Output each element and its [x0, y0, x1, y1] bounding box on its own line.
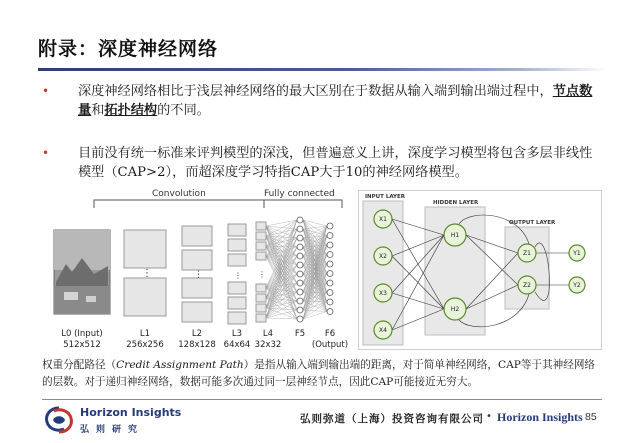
f5-neuron [297, 280, 303, 286]
swirl-logo-icon [42, 405, 76, 435]
layer-f6-size: (Output) [311, 340, 348, 350]
layer-l1-name: L1 [139, 329, 151, 339]
ellipsis-l1: ⋮ [142, 268, 152, 279]
output-node [518, 244, 536, 262]
input-node-label: X3 [379, 290, 387, 298]
f6-neuron [327, 299, 333, 305]
fc-connection [266, 226, 297, 229]
company-logo [42, 405, 182, 437]
caption-suffix: ）是指从输入端到输出端的距离，对于简单神经网络，CAP等于其神经网络的层数。对于递归神经网络，数据可能多次通过同一层神经节点，因此CAP可能接近无穷大。 [42, 359, 596, 388]
slide-title: 附录：深度神经网络 [38, 38, 219, 60]
layer-f6-name: F6 [324, 329, 336, 339]
hidden-node-label: H2 [450, 306, 460, 314]
input-node-label: X4 [379, 327, 387, 335]
input-node-label: X1 [379, 216, 387, 224]
fully-connected-label: Fully connected [264, 189, 335, 199]
f5-neuron [297, 262, 303, 268]
layer-f5-name: F5 [294, 329, 306, 339]
highlight-topology: 拓扑结构 [104, 103, 158, 118]
layer-l2-name: L2 [191, 329, 203, 339]
input-node [374, 284, 392, 302]
layer-l4-size: 32x32 [254, 340, 282, 350]
hidden-node-label: H1 [450, 232, 460, 240]
layer-l0-size: 512x512 [63, 340, 101, 350]
footer-separator: • [486, 411, 492, 422]
bullet-item-1 [42, 82, 602, 124]
highlight-node-count: 节点数量 [78, 84, 593, 118]
f6-neuron [327, 242, 333, 248]
ellipsis-l3: ⋮ [234, 271, 242, 280]
ellipsis-l2: ⋮ [194, 270, 203, 280]
layer-l2-size: 128x128 [178, 340, 216, 350]
caption-prefix: 权重分配路径（ [42, 359, 117, 371]
output-layer-label: OUTPUT LAYER [509, 220, 556, 226]
bullet-text-1 [78, 82, 598, 120]
layer-l3-size: 64x64 [223, 340, 251, 350]
result-node [569, 245, 585, 261]
convolution-label: Convolution [152, 189, 206, 199]
input-node [374, 247, 392, 265]
f5-neuron [297, 289, 303, 295]
f5-neuron [297, 253, 303, 259]
f6-neuron [327, 233, 333, 239]
input-image [54, 230, 110, 314]
fc-connections [266, 220, 327, 319]
bullet-marker: • [42, 84, 50, 98]
fc-connection [266, 318, 297, 319]
fc-connection [266, 220, 297, 226]
f5-neuron [297, 226, 303, 232]
cnn-architecture-figure [42, 186, 348, 352]
page-number: 85 [585, 411, 597, 423]
layer-l3-name: L3 [231, 329, 243, 339]
f5-neuron [297, 307, 303, 313]
neural-network-figure [358, 190, 602, 350]
hidden-layer-label: HIDDEN LAYER [433, 200, 479, 206]
f6-neuron [327, 271, 333, 277]
layer-l4-name: L4 [262, 329, 274, 339]
ellipsis-l4: ⋮ [258, 270, 266, 279]
f6-neuron [327, 290, 333, 296]
f5-neuron [297, 244, 303, 250]
input-layer-label: INPUT LAYER [365, 194, 406, 200]
input-node [374, 210, 392, 228]
bullet-1-part-3: 和 [91, 103, 105, 118]
input-node [374, 321, 392, 339]
input-node-label: X2 [379, 253, 387, 261]
caption-italic-term: Credit Assignment Path [116, 359, 244, 371]
hidden-node [444, 224, 466, 246]
footer-brand: Horizon Insights [497, 410, 583, 424]
bullet-1-part-5: 的不同。 [157, 103, 210, 118]
logo-name: Horizon Insights [80, 406, 182, 419]
f6-neuron [327, 309, 333, 315]
bullet-1-part-1: 深度神经网络相比于浅层神经网络的最大区别在于数据从输入端到输出端过程中， [78, 84, 553, 99]
f5-neuron [297, 235, 303, 241]
output-node [518, 276, 536, 294]
f5-neuron [297, 316, 303, 322]
result-node-label: Y2 [573, 282, 581, 290]
bullet-marker: • [42, 146, 50, 160]
f6-neuron [327, 280, 333, 286]
bullet-text-2: 目前没有统一标准来评判模型的深浅，但普遍意义上讲，深度学习模型将包含多层非线性模型（CAP>2），而超深度学习特指CAP大于10的神经网络模型。 [78, 146, 593, 180]
f5-neuron [297, 217, 303, 223]
footer-rule [42, 399, 602, 400]
result-node-label: Y1 [573, 250, 581, 258]
footer-company: 弘则弥道（上海）投资咨询有限公司 [300, 413, 484, 425]
title-rule [38, 68, 608, 71]
layer-l1-size: 256x256 [126, 340, 164, 350]
f5-neuron [297, 298, 303, 304]
bullet-item-2 [42, 144, 602, 186]
cap-caption [42, 357, 602, 391]
logo-chinese-name: 弘则研究 [80, 425, 145, 435]
f6-neuron [327, 261, 333, 267]
fc-connection [266, 226, 297, 247]
output-node-label: Z1 [523, 250, 531, 258]
fully-connected-bracket [264, 200, 342, 208]
hidden-node [444, 298, 466, 320]
f6-neuron [327, 252, 333, 258]
layer-l0-name: L0 (Input) [61, 329, 103, 339]
f5-neuron [297, 271, 303, 277]
f6-neuron [327, 223, 333, 229]
result-node [569, 277, 585, 293]
convolution-bracket [94, 200, 264, 208]
output-node-label: Z2 [523, 282, 531, 290]
